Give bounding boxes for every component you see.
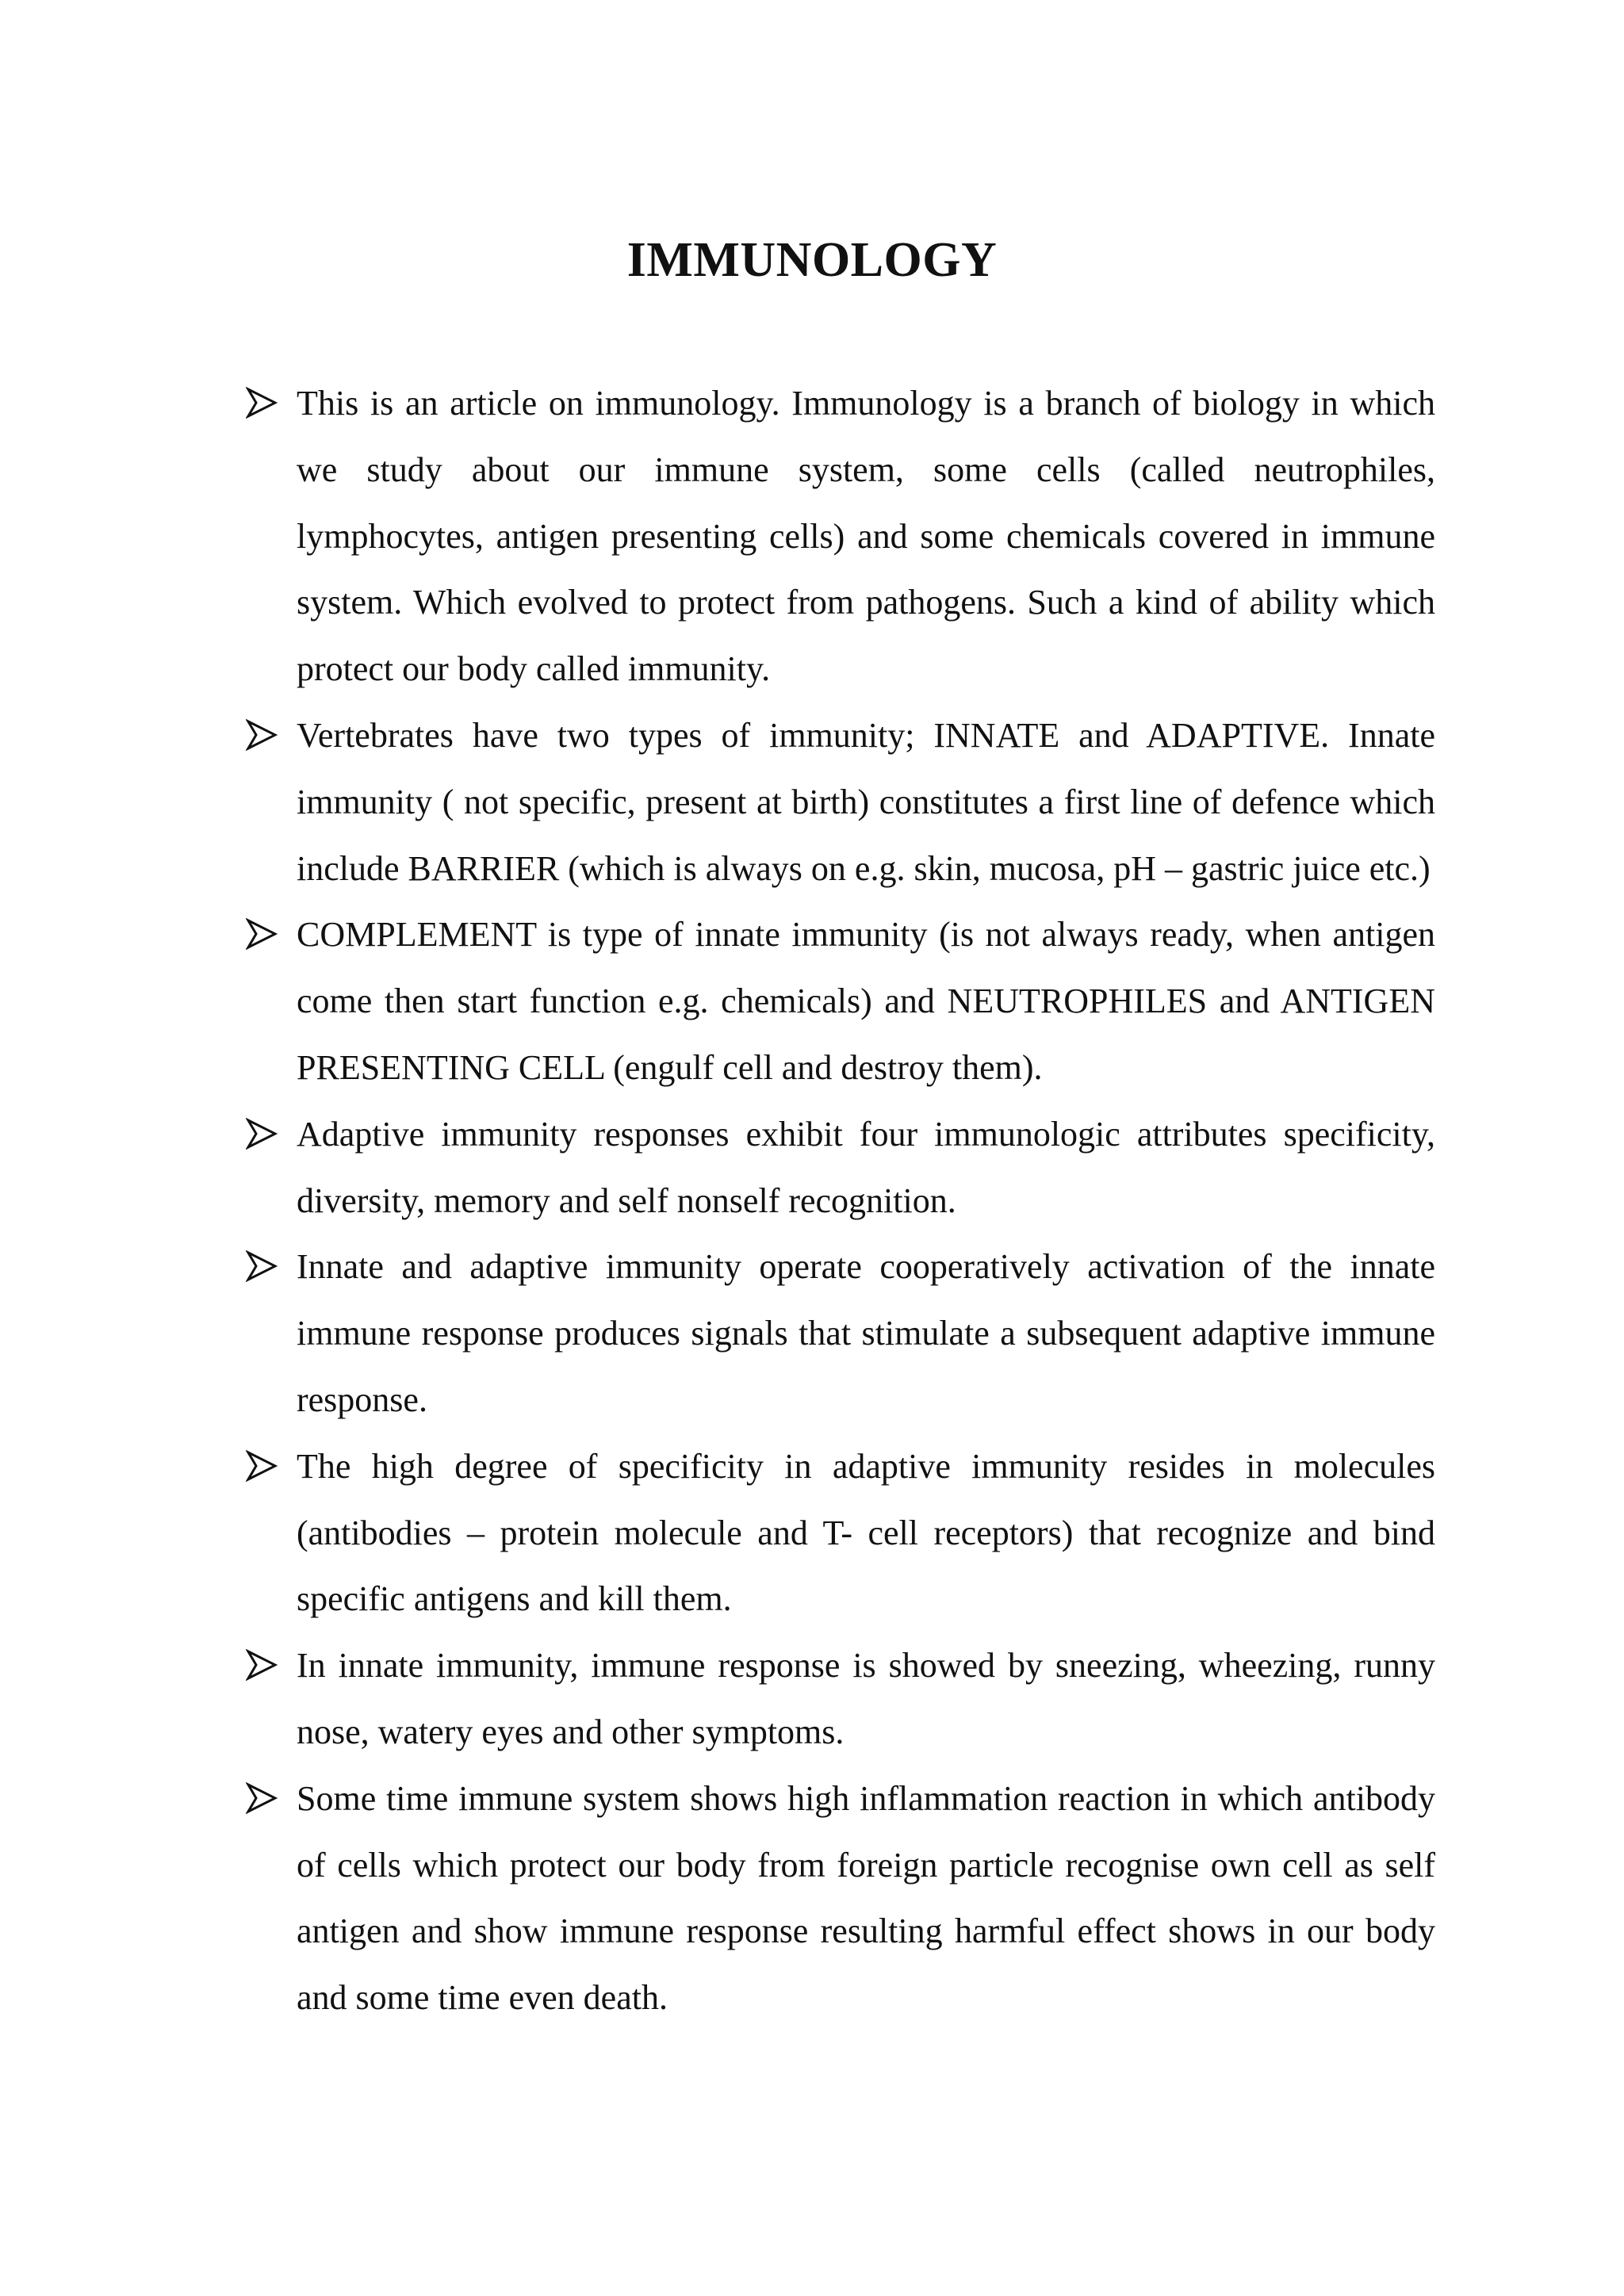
arrowhead-bullet-icon xyxy=(246,1450,278,1482)
arrowhead-bullet-icon xyxy=(246,1649,278,1681)
arrowhead-bullet-icon xyxy=(246,1118,278,1150)
list-item-text: Innate and adaptive immunity operate cooperatively activation of the innate immune response produces signals that stimulate a subsequent adaptive immune response. xyxy=(297,1247,1435,1419)
list-item xyxy=(246,370,1435,702)
list-item-text: In innate immunity, immune response is showed by sneezing, wheezing, runny nose, watery eyes and other symptoms. xyxy=(297,1646,1435,1751)
list-item-text: COMPLEMENT is type of innate immunity (is not always ready, when antigen come then start function e.g. chemicals) and NEUTROPHILES and ANTIGEN PRESENTING CELL (engulf cell and destroy them). xyxy=(297,915,1435,1087)
arrowhead-bullet-icon xyxy=(246,1782,278,1814)
list-item xyxy=(246,1433,1435,1632)
list-item xyxy=(246,1234,1435,1433)
list-item xyxy=(246,1766,1435,2031)
page-title: IMMUNOLOGY xyxy=(626,232,998,287)
bullet-list xyxy=(246,370,1435,2031)
list-item-text: Adaptive immunity responses exhibit four immunologic attributes specificity, diversity, memory and self nonself recognition. xyxy=(297,1114,1435,1220)
list-item-text: This is an article on immunology. Immunology is a branch of biology in which we study about our immune system, some cells (called neutrophiles, lymphocytes, antigen presenting cells) and some chemicals covered in immune system. Which evolved to protect from pathogens. Such a kind of ability which protect our body called immunity. xyxy=(297,384,1435,689)
arrowhead-bullet-icon xyxy=(246,387,278,419)
list-item-text: The high degree of specificity in adaptive immunity resides in molecules (antibodies – protein molecule and T- cell receptors) that recognize and bind specific antigens and kill them. xyxy=(297,1446,1435,1619)
list-item xyxy=(246,1632,1435,1766)
list-item-text: Some time immune system shows high inflammation reaction in which antibody of cells which protect our body from foreign particle recognise own cell as self antigen and show immune response resulting harmful effect shows in our body and some time even death. xyxy=(297,1778,1435,2018)
list-item-text: Vertebrates have two types of immunity; INNATE and ADAPTIVE. Innate immunity ( not specific, present at birth) constitutes a first line of defence which include BARRIER (which is always on e.g. skin, mucosa, pH – gastric juice etc.) xyxy=(297,715,1435,888)
list-item xyxy=(246,1101,1435,1234)
arrowhead-bullet-icon xyxy=(246,1250,278,1282)
list-item xyxy=(246,702,1435,901)
list-item xyxy=(246,901,1435,1100)
arrowhead-bullet-icon xyxy=(246,918,278,950)
arrowhead-bullet-icon xyxy=(246,719,278,751)
